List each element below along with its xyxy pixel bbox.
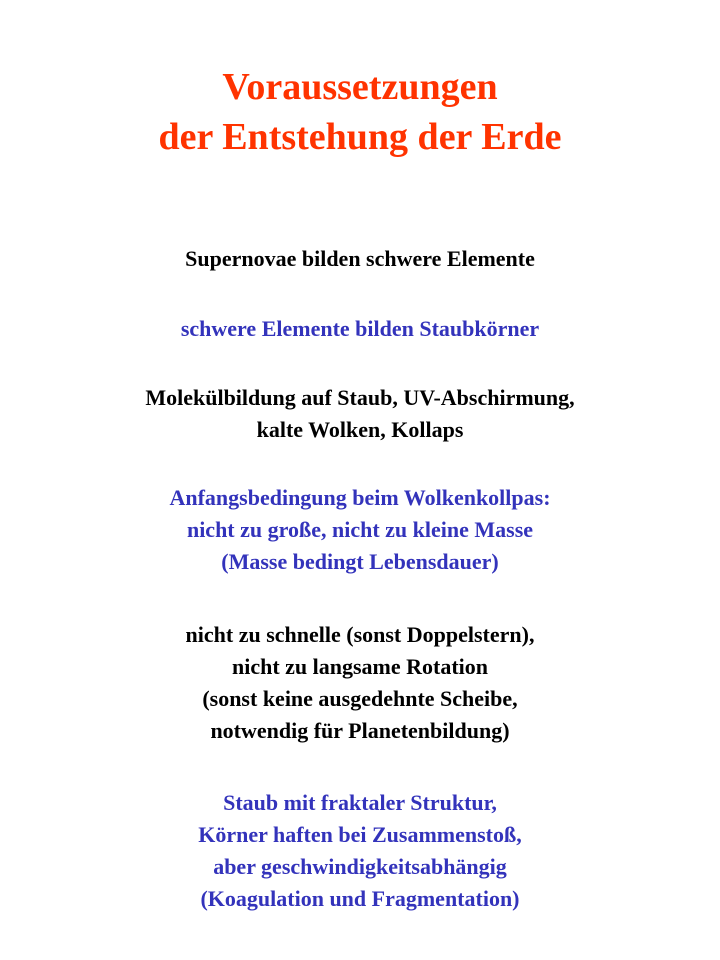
point-rotation bbox=[0, 619, 720, 747]
point-line: (sonst keine ausgedehnte Scheibe, bbox=[202, 686, 518, 711]
point-fractal-dust bbox=[0, 787, 720, 915]
point-line: (Masse bedingt Lebensdauer) bbox=[221, 549, 499, 574]
title-line-1: Voraussetzungen bbox=[222, 66, 498, 108]
point-initial-condition bbox=[0, 482, 720, 578]
point-line: nicht zu schnelle (sonst Doppelstern), bbox=[185, 622, 535, 647]
point-line: nicht zu große, nicht zu kleine Masse bbox=[186, 517, 534, 542]
point-line: Anfangsbedingung beim Wolkenkollpas: bbox=[169, 485, 551, 510]
point-line: notwendig für Planetenbildung) bbox=[210, 718, 510, 743]
title-line-2: der Entstehung der Erde bbox=[158, 116, 562, 158]
point-line: aber geschwindigkeitsabhängig bbox=[213, 854, 507, 879]
point-line: Supernovae bilden schwere Elemente bbox=[185, 246, 535, 271]
point-molecule-formation bbox=[0, 382, 720, 446]
point-line: (Koagulation und Fragmentation) bbox=[200, 886, 520, 911]
point-supernovae bbox=[0, 243, 720, 275]
point-line: Staub mit fraktaler Struktur, bbox=[223, 790, 497, 815]
point-line: schwere Elemente bilden Staubkörner bbox=[180, 316, 540, 341]
point-line: nicht zu langsame Rotation bbox=[231, 654, 489, 679]
point-line: Körner haften bei Zusammenstoß, bbox=[198, 822, 522, 847]
point-line: Molekülbildung auf Staub, UV-Abschirmung, bbox=[145, 385, 575, 410]
page-title bbox=[0, 62, 720, 162]
point-line: kalte Wolken, Kollaps bbox=[256, 417, 464, 442]
point-dust-grains bbox=[0, 313, 720, 345]
